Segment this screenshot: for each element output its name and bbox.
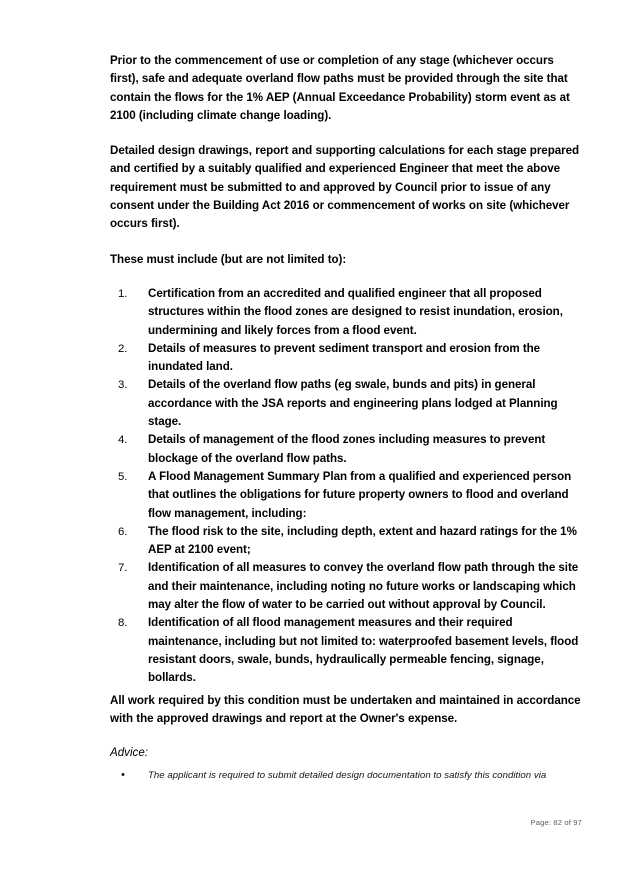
list-item-text: Identification of all measures to convey the overland flow path through the site and their maintenance, including noting no future works or landscaping which may alter the flow of water to be carried out without approval by Council. <box>148 561 579 612</box>
list-lead-in-text: These must include (but are not limited to): <box>110 252 347 266</box>
list-item-number: 1. <box>118 287 128 300</box>
list-item <box>110 468 584 523</box>
list-item <box>110 523 584 560</box>
list-item-text: Details of measures to prevent sediment transport and erosion from the inundated land. <box>148 341 541 374</box>
advice-section <box>110 744 584 783</box>
list-item-text: Identification of all flood management measures and their required maintenance, including but not limited to: waterproofed basement levels, flood resistant doors, swale, bunds, hydraulically permeable fencing, signage, bollards. <box>148 616 579 685</box>
advice-heading: Advice: <box>110 746 149 760</box>
paragraph-1: Prior to the commencement of use or completion of any stage (whichever occurs first), safe and adequate overland flow paths must be provided through the site that contain the flows for the 1% AEP (Annual Exceedance Probability) storm event as at 2100 (including climate change loading). <box>110 54 570 122</box>
list-item <box>110 340 584 377</box>
list-item-text: Details of management of the flood zones including measures to prevent blockage of the overland flow paths. <box>148 433 546 465</box>
list-item-number: 4. <box>118 434 128 447</box>
list-item-number: 8. <box>118 617 128 630</box>
advice-bullet-list <box>110 768 584 783</box>
list-item-text: Certification from an accredited and qualified engineer that all proposed structures within the flood zones are designed to resist inundation, erosion, undermining and likely forces from a flood event. <box>148 286 563 337</box>
list-item <box>110 285 584 340</box>
list-item-text: A Flood Management Summary Plan from a qualified and experienced person that outlines the obligations for future property owners to flood and overland flow management, including: <box>148 469 572 520</box>
advice-item-text: The applicant is required to submit detailed design documentation to satisfy this condition via <box>148 770 547 782</box>
list-item <box>110 768 584 783</box>
document-body <box>110 52 584 783</box>
list-item <box>110 376 584 431</box>
list-item-number: 5. <box>118 470 128 483</box>
list-item-text: The flood risk to the site, including depth, extent and hazard ratings for the 1% AEP at 2100 event; <box>148 524 577 557</box>
list-item-number: 3. <box>118 379 128 392</box>
list-item <box>110 614 584 687</box>
page-footer: Page: 82 of 97 <box>530 818 582 827</box>
list-item-number: 2. <box>118 342 128 355</box>
closing-paragraph: All work required by this condition must be undertaken and maintained in accordance with the approved drawings and report at the Owner's expense. <box>110 693 581 725</box>
numbered-conditions-list <box>110 285 584 688</box>
paragraph-2: Detailed design drawings, report and supporting calculations for each stage prepared and certified by a suitably qualified and experienced Engineer that meet the above requirement must be submitted to and approved by Council prior to issue of any consent under the Building Act 2016 or commencement of works on site (whichever occurs first). <box>110 144 580 231</box>
list-item-number: 6. <box>118 525 128 538</box>
list-item-text: Details of the overland flow paths (eg swale, bunds and pits) in general accordance with the JSA reports and engineering plans lodged at Planning stage. <box>148 378 558 429</box>
bullet-icon: • <box>121 769 125 782</box>
list-item <box>110 559 584 614</box>
list-item <box>110 431 584 468</box>
list-item-number: 7. <box>118 562 128 575</box>
